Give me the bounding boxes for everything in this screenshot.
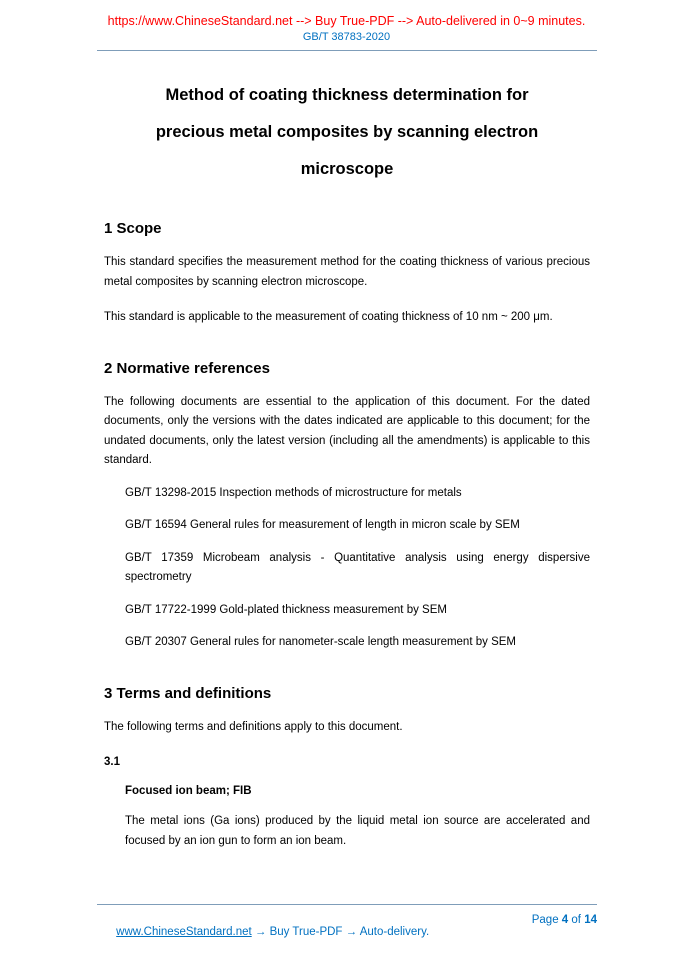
term-name: Focused ion beam; FIB: [125, 785, 252, 797]
footer-promo: [97, 914, 429, 950]
header-divider: [97, 50, 597, 51]
reference-item: GB/T 20307 General rules for nanometer-scale length measurement by SEM: [125, 636, 516, 648]
total-pages: 14: [584, 914, 597, 926]
reference-item: GB/T 16594 General rules for measurement of length in micron scale by SEM: [125, 519, 520, 531]
page-number: 4: [561, 914, 569, 926]
reference-item: GB/T 13298-2015 Inspection methods of microstructure for metals: [125, 486, 462, 499]
section-heading-terms-definitions: 3 Terms and definitions: [104, 684, 272, 702]
page-footer: [97, 904, 597, 950]
page-indicator: [532, 914, 597, 926]
reference-item: GB/T 17722-1999 Gold-plated thickness measurement by SEM: [125, 603, 447, 616]
page-label: Page: [531, 914, 559, 926]
section-heading-scope: 1 Scope: [104, 220, 162, 237]
of-label: of: [571, 914, 581, 926]
scope-paragraph-1: This standard specifies the measurement method for the coating thickness of various precious metal composites by scanning electron microscope.: [104, 256, 590, 288]
footer-tagline: → Buy True-PDF → Auto-delivery.: [251, 926, 430, 938]
normative-references-intro: The following documents are essential to the application of this document. For the dated documents, only the versions with the dates indicated are applicable to this document; for the undated documents, only the latest version (including all the amendments) is applicable to this standard.: [104, 395, 590, 466]
document-body: [0, 77, 693, 851]
section-heading-normative-references: 2 Normative references: [104, 359, 270, 377]
term-definition: The metal ions (Ga ions) produced by the liquid metal ion source are accelerated and focused by an ion gun to form an ion beam.: [125, 815, 590, 847]
title-line-3: microscope: [300, 160, 394, 178]
header-promo-link[interactable]: https://www.ChineseStandard.net --> Buy True-PDF --> Auto-delivered in 0~9 minutes.: [107, 14, 586, 28]
terms-intro: The following terms and definitions apply to this document.: [104, 720, 403, 733]
footer-site-link[interactable]: www.ChineseStandard.net: [116, 926, 252, 938]
reference-item: GB/T 17359 Microbeam analysis - Quantitative analysis using energy dispersive spectrometry: [125, 551, 590, 583]
term-number: 3.1: [104, 756, 120, 768]
scope-paragraph-2: This standard is applicable to the measurement of coating thickness of 10 nm ~ 200 μm.: [104, 311, 553, 323]
title-line-2: precious metal composites by scanning electron: [155, 123, 539, 141]
document-title: [104, 77, 590, 188]
title-line-1: Method of coating thickness determination for: [165, 86, 529, 104]
standard-code: GB/T 38783-2020: [302, 31, 391, 43]
